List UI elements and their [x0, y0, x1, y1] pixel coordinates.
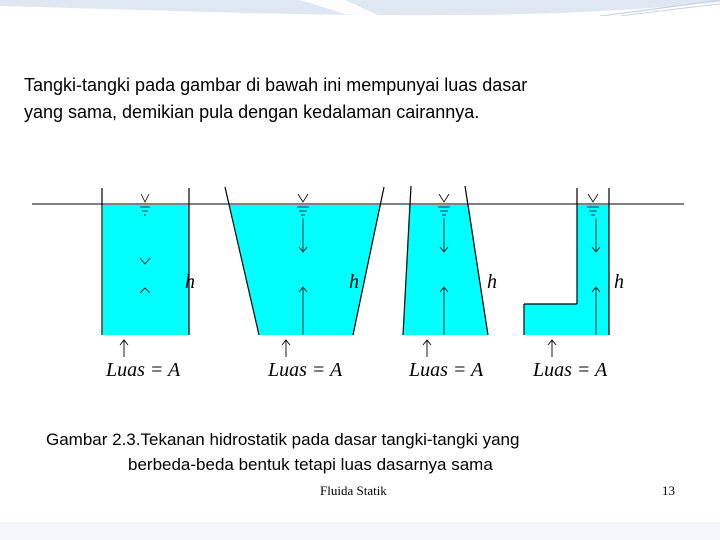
tank-3-liquid — [403, 205, 488, 335]
tanks-diagram — [0, 180, 720, 390]
intro-text — [24, 72, 664, 126]
tank-3-depth-label: h — [487, 271, 497, 293]
tank-4-depth-label: h — [614, 271, 624, 293]
tank-4-area-label: Luas = A — [533, 359, 608, 381]
footer-title: Fluida Statik — [320, 483, 387, 498]
tank-1-base-arrow — [120, 340, 128, 357]
tank-2-depth-label: h — [349, 271, 359, 293]
tank-2 — [225, 187, 384, 381]
tank-4-base-arrow — [548, 340, 556, 357]
tank-2-base-arrow — [282, 340, 290, 357]
tank-3-area-label: Luas = A — [409, 359, 484, 381]
intro-line-2: yang sama, demikian pula dengan kedalaman cairannya. — [24, 102, 480, 122]
page-number: 13 — [662, 483, 675, 498]
tank-2-area-label: Luas = A — [268, 359, 343, 381]
tank-1 — [102, 188, 195, 381]
tank-3 — [403, 186, 497, 381]
caption-line-2: berbeda-beda bentuk tetapi luas dasarnya sama — [128, 455, 493, 474]
caption-line-1: Gambar 2.3.Tekanan hidrostatik pada dasar tangki-tangki yang — [46, 430, 520, 449]
tank-1-area-label: Luas = A — [106, 359, 181, 381]
tank-3-base-arrow — [423, 340, 431, 357]
figure-caption — [0, 427, 690, 477]
bottom-band — [0, 522, 720, 540]
tank-1-liquid — [103, 205, 189, 335]
intro-line-1: Tangki-tangki pada gambar di bawah ini mempunyai luas dasar — [24, 75, 528, 95]
header-decoration — [0, 0, 720, 16]
tank-4 — [524, 188, 624, 381]
tank-1-depth-label: h — [185, 271, 195, 293]
